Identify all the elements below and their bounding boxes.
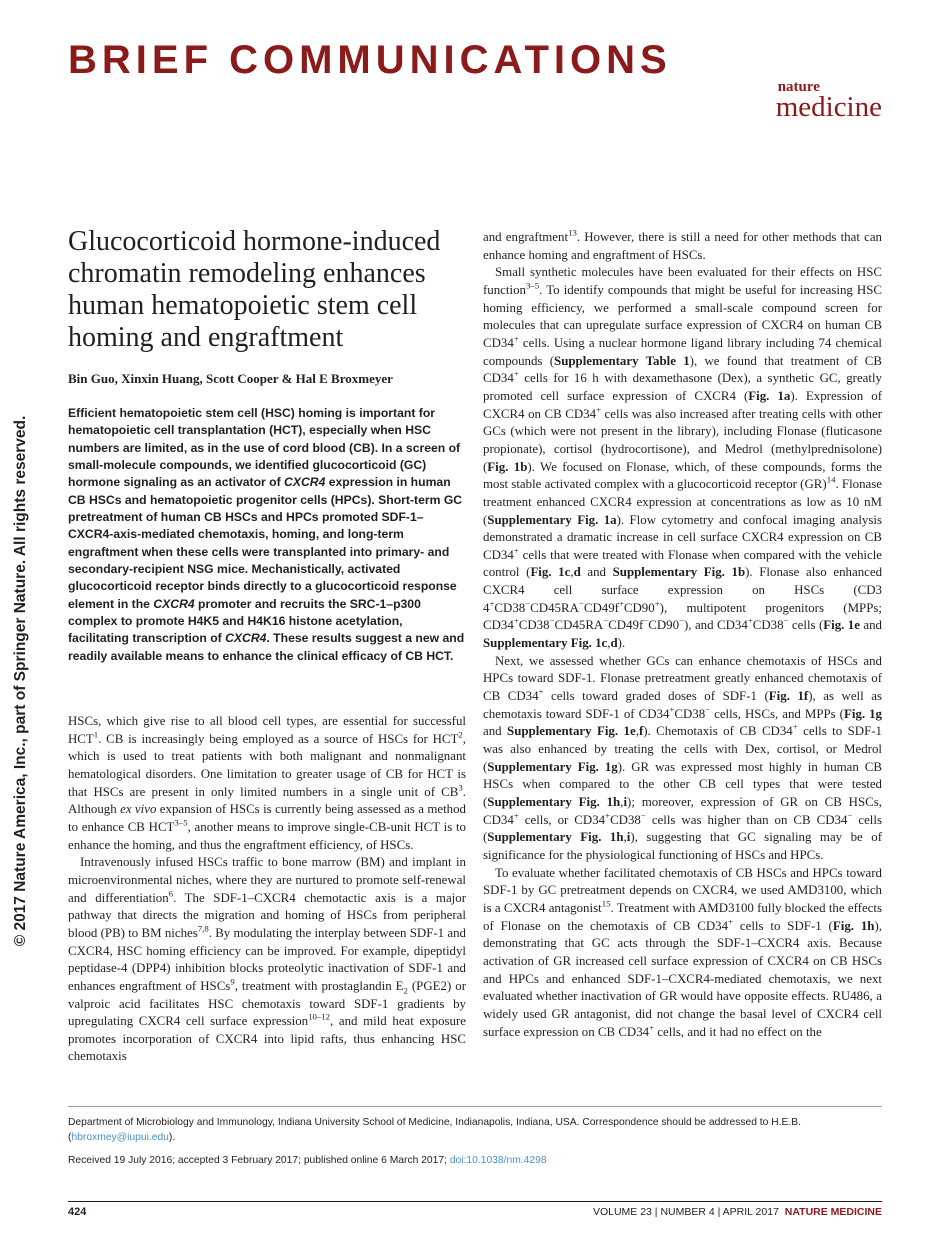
page-number: 424 — [68, 1206, 87, 1218]
footer-divider — [68, 1201, 882, 1202]
footnote-divider — [68, 1106, 882, 1107]
journal-logo-line1: nature — [777, 79, 820, 95]
footer-journal: NATURE MEDICINE — [784, 1206, 882, 1218]
author-list: Bin Guo, Xinxin Huang, Scott Cooper & Hal E Broxmeyer — [68, 371, 393, 386]
affiliation-text: Department of Microbiology and Immunology, Indiana University School of Medicine, Indianapolis, Indiana, USA. Correspondence should be addressed to H.E.B. ( — [68, 1117, 802, 1143]
abstract: Efficient hematopoietic stem cell (HSC) homing is important for hematopoietic cell transplantation (HCT), especially when HSC numbers are limited, as in the use of cord blood (CB). In a screen of small-molecule compounds, we identified glucocorticoid (GC) hormone signaling as an activator of CXCR4 expression in human CB HSCs and hematopoietic progenitor cells (HPCs). Short-term GC pretreatment of human CB HSCs and HPCs promoted SDF-1–CXCR4-axis-mediated chemotaxis, homing, and long-term engraftment when these cells were transplanted into primary- and secondary-recipient NSG mice. Mechanistically, activated glucocorticoid receptor binds directly to a glucocorticoid response element in the CXCR4 promoter and recruits the SRC-1–p300 complex to promote H4K5 and H4K16 histone acetylation, facilitating transcription of CXCR4. These results suggest a new and readily available means to enhance the clinical efficacy of CB HCT. — [68, 406, 465, 663]
body-text-left-column — [68, 713, 466, 1066]
affiliation-note — [68, 1116, 848, 1145]
doi-link[interactable]: doi:10.1038/nm.4298 — [449, 1155, 547, 1166]
journal-logo — [776, 80, 882, 122]
body-paragraph: HSCs, which give rise to all blood cell types, are essential for successful HCT$^1$. CB is increasingly being employed as a source of HSCs for HCT$^2$, which is used to treat patients with both malignant and nonmalignant hematological disorders. One limitation to greater usage of CB for HCT is that HSCs are present in only limited numbers in a single unit of $CB^3$. Although ex vivo expansion of HSCs is currently being assessed as a method to enhance CB HCT$^{3-5}$, another means to improve single-CB-unit HCT is to enhance the homing, and thus the engraftment efficiency, of HSCs. — [68, 714, 467, 852]
section-title: BRIEF COMMUNICATIONS — [68, 38, 672, 82]
body-paragraph: Intravenously infused HSCs traffic to bone marrow (BM) and implant in microenvironmental niches, where they are nurtured to promote self-renewal and differentiation$^6$. The SDF-1–CXCR4 chemotactic axis is a major pathway that directs the migration and homing of HSCs from peripheral blood (PB) to BM niches$^{7,8}$. By modulating the interplay between SDF-1 and CXCR4, HSC homing efficiency can be improved. For example, dipeptidyl peptidase-4 (DPP4) inhibition blocks proteolytic inactivation of SDF-1 and enhances engraftment of HSCs$^9$, treatment with prostaglandin $E_2$ (PGE2) or valproic acid facilitates HSC chemotaxis toward SDF-1 gradients by upregulating CXCR4 cell surface expression$^{10-12}$, and mild heat exposure promotes incorporation of CXCR4 into lipid rafts, thus enhancing HSC chemotaxis — [68, 855, 467, 1064]
footer-issue-info — [593, 1206, 882, 1218]
affiliation-text-end: ). — [168, 1131, 176, 1143]
history-text: Received 19 July 2016; accepted 3 February 2017; published online 6 March 2017; — [68, 1155, 450, 1166]
publication-history — [68, 1154, 848, 1169]
copyright-notice: © 2017 Nature America, Inc., part of Springer Nature. All rights reserved. — [12, 415, 29, 947]
body-paragraph: Next, we assessed whether GCs can enhance chemotaxis of HSCs and HPCs toward SDF-1. Flonase pretreatment greatly enhanced chemotaxis of CB CD34+ cells toward graded doses of SDF-1 (Fig. 1f), as well as chemotaxis toward SDF-1 of CD34+CD38− cells, HSCs, and MPPs (Fig. 1g and Supplementary Fig. 1e,f). Chemotaxis of CB CD34+ cells to SDF-1 was also enhanced by treating the cells with Dex, cortisol, or Medrol (Supplementary Fig. 1g). GR was expressed most highly in human CB HSCs when compared to the other CB cell types that were tested (Supplementary Fig. 1h,i); moreover, expression of GR on CB HSCs, CD34+ cells, or CD34+CD38− cells was higher than on CB CD34− cells (Supplementary Fig. 1h,i), suggesting that GC signaling may be of significance for the physiological functioning of HSCs and HPCs. — [483, 653, 883, 862]
body-paragraph: To evaluate whether facilitated chemotaxis of CB HSCs and HPCs toward SDF-1 by GC pretreatment depends on CXCR4, we used AMD3100, which is a CXCR4 antagonist$^{15}$. Treatment with AMD3100 fully blocked the effects of Flonase on the chemotaxis of CB CD34+ cells to SDF-1 (Fig. 1h), demonstrating that GC acts through the SDF-1–CXCR4 axis. Because activation of GR increased cell surface expression of CXCR4 on CB HSCs and HPCs and enhanced SDF-1–CXCR4-mediated chemotaxis, we next evaluated whether inactivation of GR would have opposite effects. RU486, a widely used GR antagonist, did not change the basal level of CXCR4 cell surface expression on CB CD34+ cells, and it had no effect on the — [483, 865, 882, 1039]
footer-issue: VOLUME 23 | NUMBER 4 | APRIL 2017 — [592, 1206, 779, 1218]
journal-logo-line2: medicine — [775, 91, 882, 123]
body-text-right-column — [483, 229, 882, 1041]
article-title: Glucocorticoid hormone-induced chromatin remodeling enhances human hematopoietic stem cell homing and engraftment — [68, 226, 441, 353]
body-paragraph: and engraftment$^{13}$. However, there is still a need for other methods that can enhance homing and engraftment of HSCs. — [483, 227, 882, 262]
body-paragraph: Small synthetic molecules have been evaluated for their effects on HSC function$^{3-5}$. To identify compounds that might be useful for increasing HSC homing efficiency, we performed a small-scale compound screen for molecules that can upregulate surface expression of CXCR4 on human CB CD34+ cells. Using a nuclear hormone ligand library including 74 chemical compounds (Supplementary Table 1), we found that treatment of CB CD34+ cells for 16 h with dexamethasone (Dex), a synthetic GC, greatly promoted cell surface expression of CXCR4 (Fig. 1a). Expression of CXCR4 on CB CD34+ cells was also increased after treating cells with other GCs (which were not present in the library), including Flonase (fluticasone propionate), cortisol (hydrocortisone), and Medrol (methylprednisolone) (Fig. 1b). We focused on Flonase, which, of these compounds, forms the most stable activated complex with a glucocorticoid receptor (GR)$^{14}$. Flonase treatment enhanced CXCR4 expression at concentrations as low as 10 nM (Supplementary Fig. 1a). Flow cytometry and confocal imaging analysis demonstrated a dramatic increase in cell surface CXCR4 expression on CB CD34+ cells that were treated with Flonase when compared with the vehicle control (Fig. 1c,d and Supplementary Fig. 1b). Flonase also enhanced CXCR4 cell surface expression on HSCs (CD3 4+CD38−CD45RA−CD49f+CD90+), multipotent progenitors (MPPs; CD34+CD38−CD45RA−CD49f−CD90−), and CD34+CD38− cells (Fig. 1e and Supplementary Fig. 1c,d). — [483, 265, 883, 651]
correspondence-email-link[interactable]: hbroxmey@iupui.edu — [71, 1131, 169, 1143]
